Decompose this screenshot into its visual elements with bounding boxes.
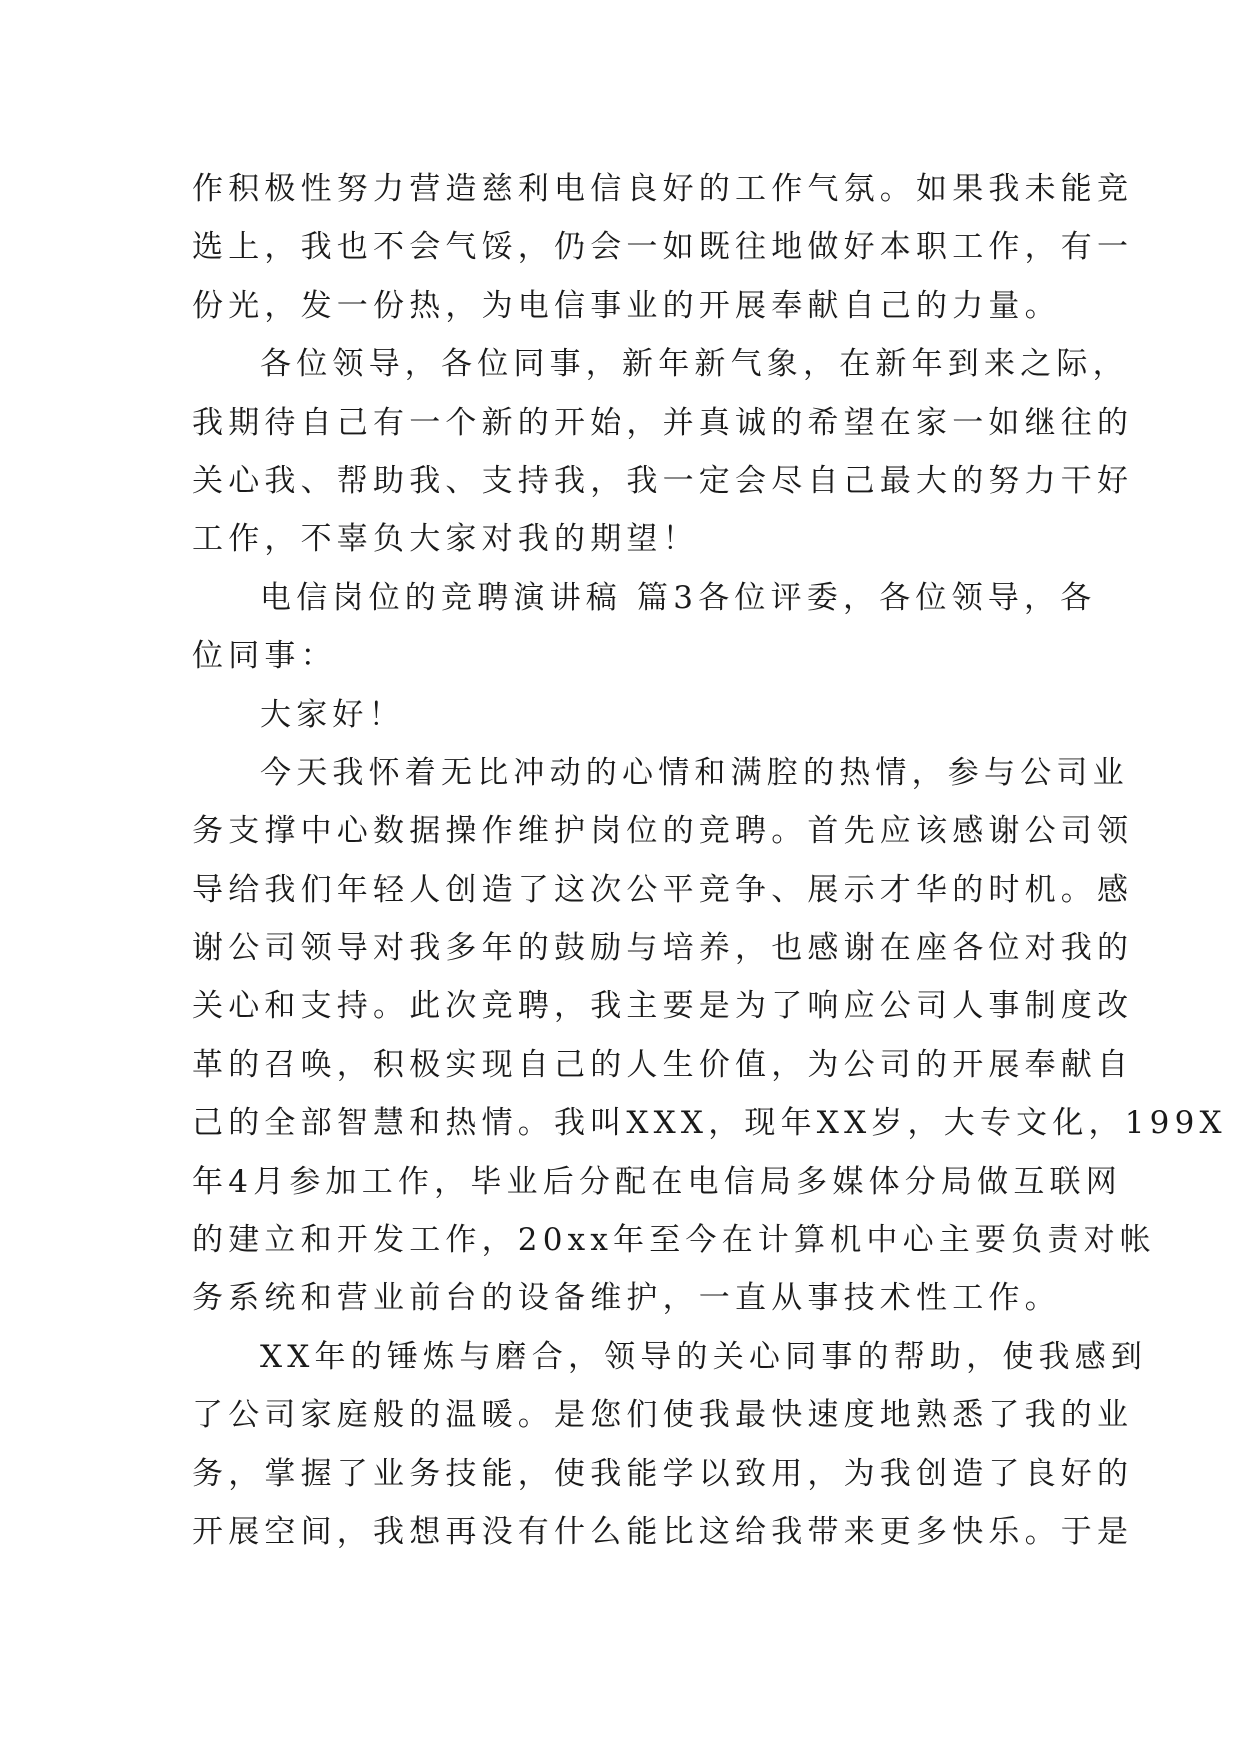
text-line: 谢公司领导对我多年的鼓励与培养，也感谢在座各位对我的 bbox=[192, 930, 1134, 967]
text-line: 革的召唤，积极实现自己的人生价值，为公司的开展奉献自 bbox=[192, 1046, 1134, 1083]
text-line: 了公司家庭般的温暖。是您们使我最快速度地熟悉了我的业 bbox=[192, 1397, 1134, 1434]
text-line: 年4月参加工作，毕业后分配在电信局多媒体分局做互联网 bbox=[192, 1163, 1122, 1200]
document-body bbox=[192, 160, 1227, 1561]
text-line: 位同事： bbox=[192, 638, 337, 675]
text-line: 选上，我也不会气馁，仍会一如既往地做好本职工作，有一 bbox=[192, 229, 1134, 266]
text-line: 开展空间，我想再没有什么能比这给我带来更多快乐。于是 bbox=[192, 1513, 1134, 1550]
text-line: 务系统和营业前台的设备维护，一直从事技术性工作。 bbox=[192, 1280, 1061, 1317]
text-line: 务支撑中心数据操作维护岗位的竞聘。首先应该感谢公司领 bbox=[192, 813, 1134, 850]
text-line: 作积极性努力营造慈利电信良好的工作气氛。如果我未能竞 bbox=[192, 171, 1134, 207]
text-line: 我期待自己有一个新的开始，并真诚的希望在家一如继往的 bbox=[192, 404, 1134, 441]
text-line: 大家好！ bbox=[260, 696, 405, 733]
text-line: 务，掌握了业务技能，使我能学以致用，为我创造了良好的 bbox=[192, 1455, 1134, 1492]
text-line: 份光，发一份热，为电信事业的开展奉献自己的力量。 bbox=[192, 287, 1061, 324]
text-line: 工作，不辜负大家对我的期望！ bbox=[192, 521, 699, 558]
text-line: 关心和支持。此次竞聘，我主要是为了响应公司人事制度改 bbox=[192, 988, 1134, 1025]
text-line: 各位领导，各位同事，新年新气象，在新年到来之际， bbox=[260, 346, 1129, 383]
text-line: XX年的锤炼与磨合，领导的关心同事的帮助，使我感到 bbox=[260, 1338, 1148, 1375]
text-line: 今天我怀着无比冲动的心情和满腔的热情，参与公司业 bbox=[260, 754, 1129, 791]
text-line: 导给我们年轻人创造了这次公平竞争、展示才华的时机。感 bbox=[192, 871, 1134, 908]
text-line: 关心我、帮助我、支持我，我一定会尽自己最大的努力干好 bbox=[192, 462, 1134, 499]
text-line: 的建立和开发工作，20xx年至今在计算机中心主要负责对帐 bbox=[192, 1222, 1157, 1259]
text-line: 己的全部智慧和热情。我叫XXX，现年XX岁，大专文化，199X bbox=[192, 1105, 1227, 1142]
text-line: 电信岗位的竞聘演讲稿 篇3各位评委，各位领导，各 bbox=[260, 579, 1097, 616]
